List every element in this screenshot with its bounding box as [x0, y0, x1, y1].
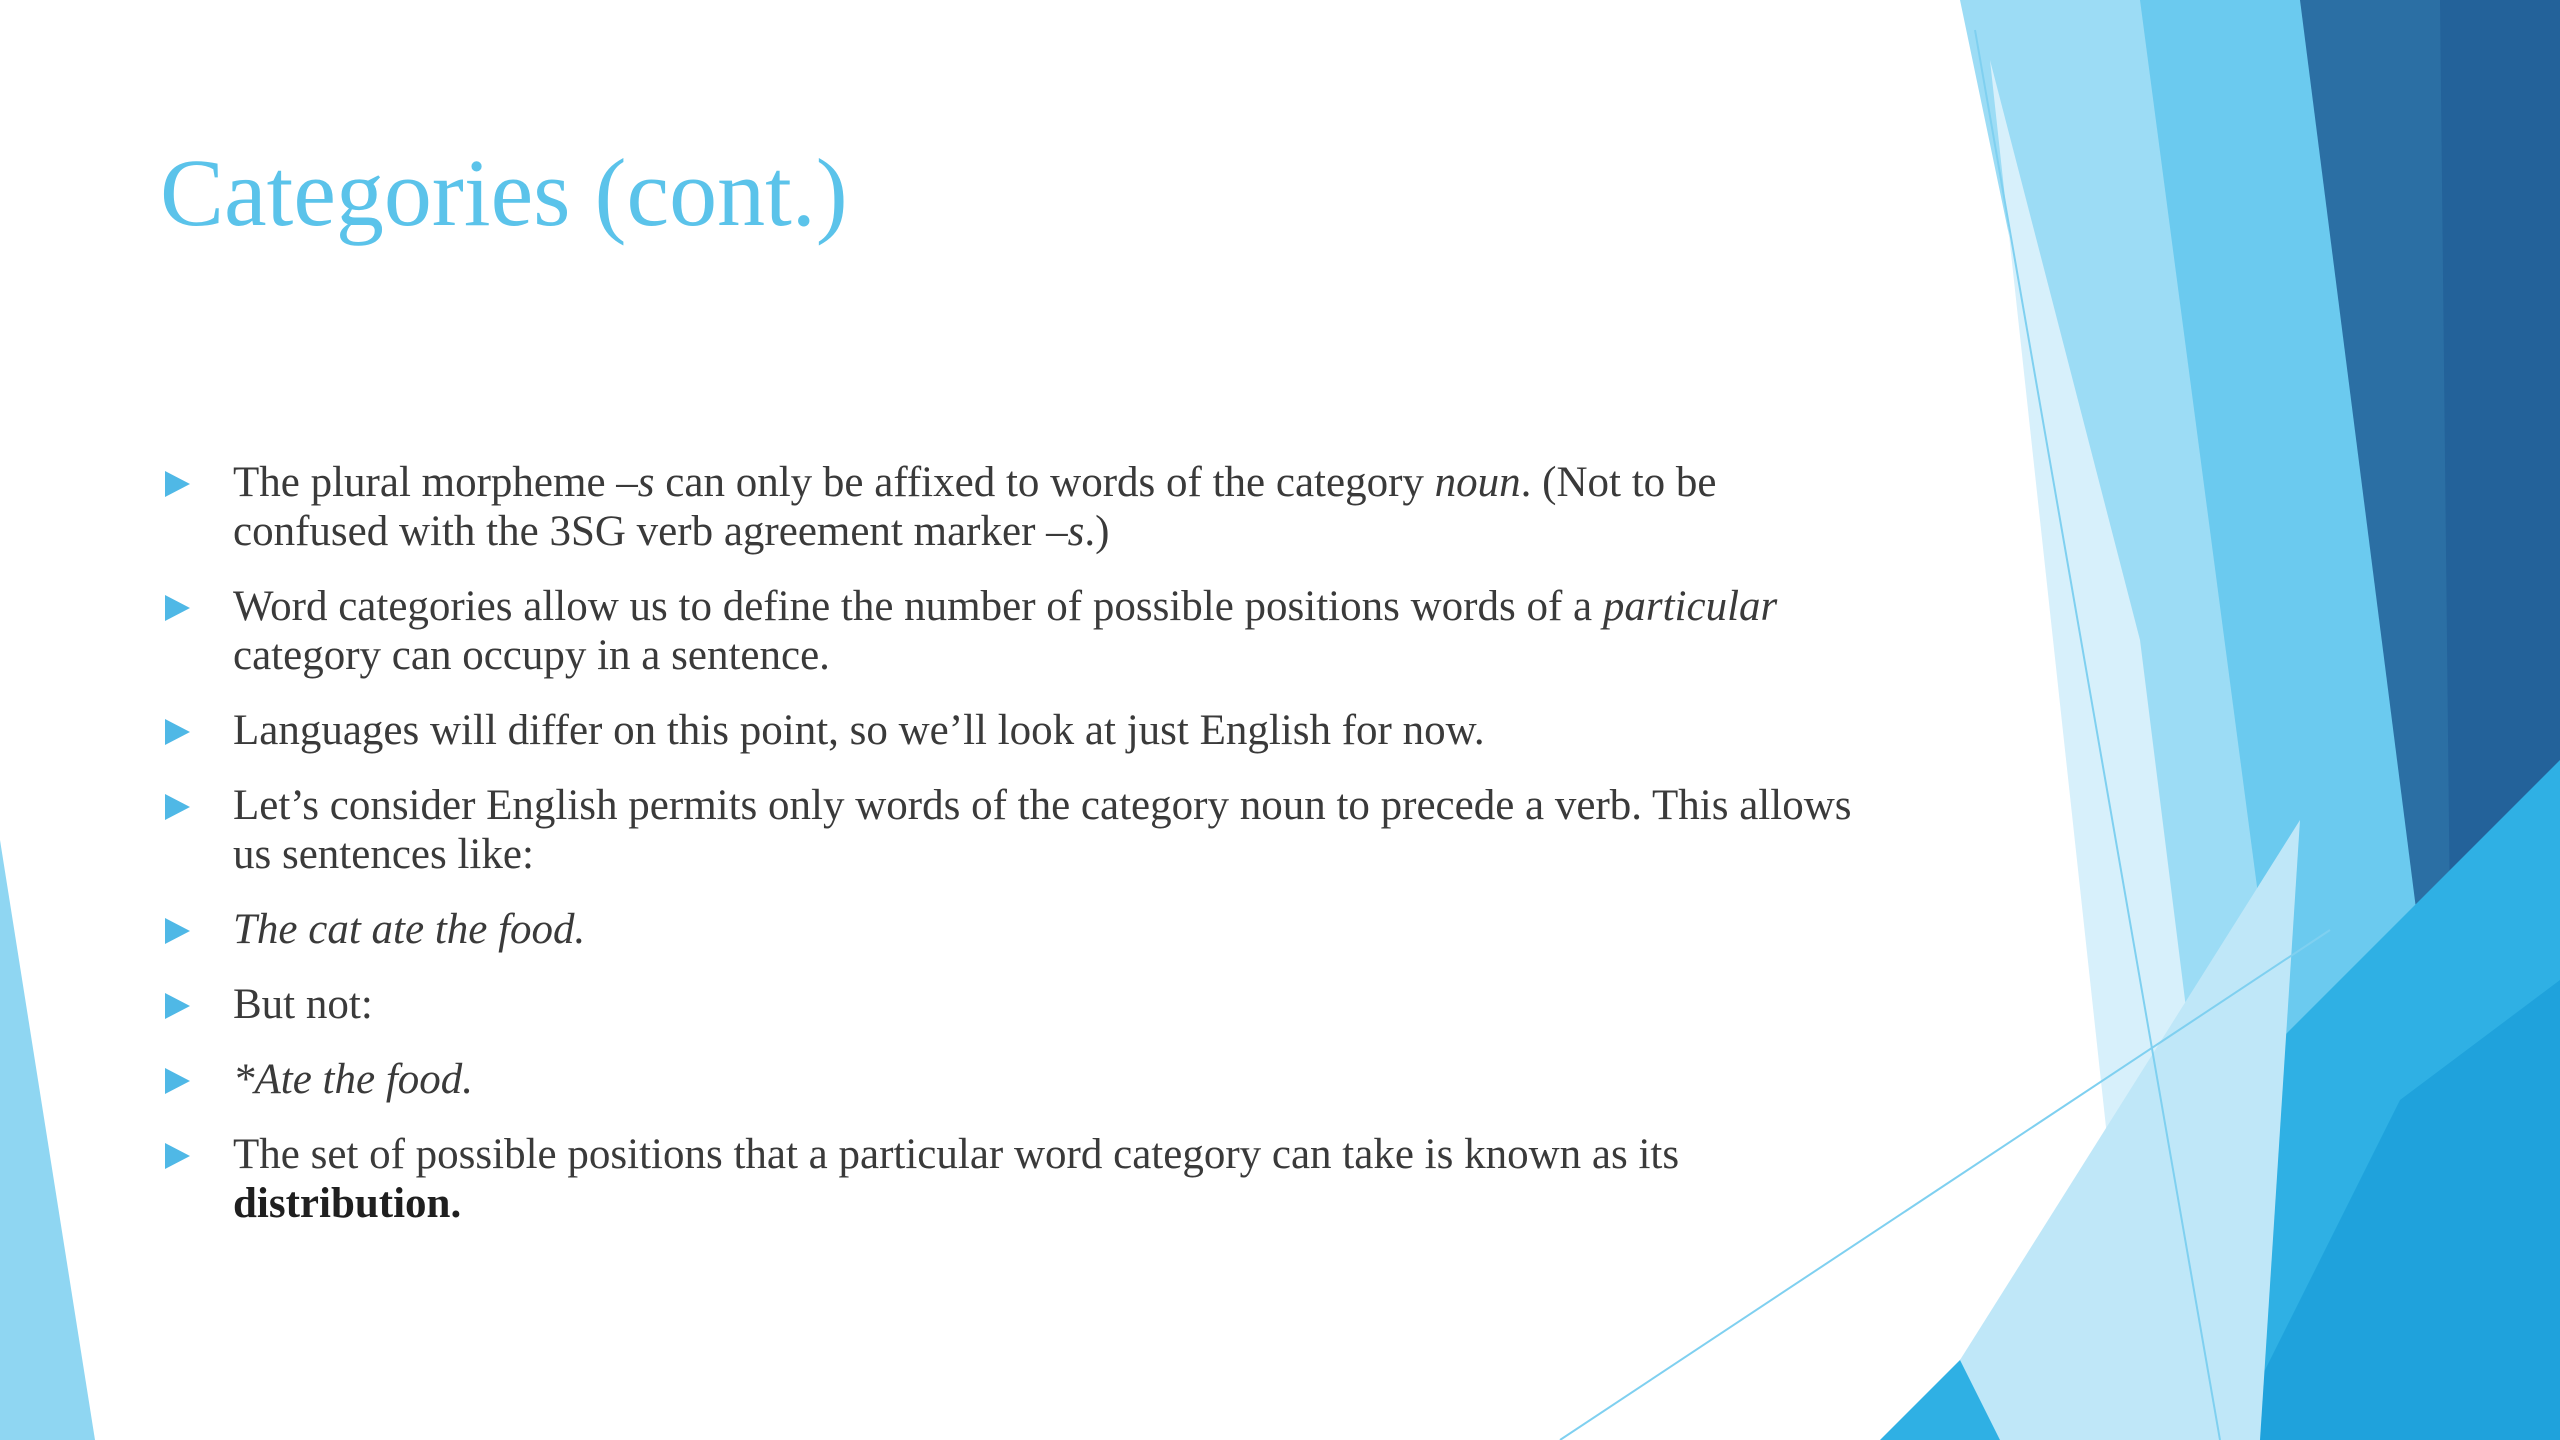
bullet-item: [160, 1130, 1880, 1228]
term-distribution: distribution.: [233, 1180, 462, 1227]
bullet-item: [160, 458, 1880, 556]
bullet-text-example: The cat ate the food.: [233, 906, 586, 953]
triangle-bullet-icon: [165, 918, 190, 944]
bullet-text: Word categories allow us to define the number of possible positions words of a particular category can occupy in a sentence.: [233, 583, 1778, 679]
bullet-text: Let’s consider English permits only words of the category noun to precede a verb. This allows us sentences like:: [233, 782, 1852, 878]
triangle-bullet-icon: [165, 595, 190, 621]
triangle-bullet-icon: [165, 719, 190, 745]
left-accent-shape: [0, 840, 95, 1440]
bullet-item: [160, 905, 1880, 954]
slide-title: Categories (cont.): [160, 139, 848, 246]
triangle-bullet-icon: [165, 794, 190, 820]
triangle-bullet-icon: [165, 993, 190, 1019]
bullet-list: [160, 458, 1880, 1254]
triangle-bullet-icon: [165, 1143, 190, 1169]
bullet-item: [160, 980, 1880, 1029]
bullet-text: But not:: [233, 981, 373, 1028]
bullet-text: The set of possible positions that a particular word category can take is known as its distribution.: [233, 1131, 1680, 1227]
bullet-item: [160, 1055, 1880, 1104]
triangle-bullet-icon: [165, 471, 190, 497]
bullet-item: [160, 781, 1880, 879]
triangle-bullet-icon: [165, 1068, 190, 1094]
bullet-text: The plural morpheme –s can only be affixed to words of the category noun. (Not to be confused with the 3SG verb agreement marker –s.): [233, 459, 1717, 555]
bullet-item: [160, 582, 1880, 680]
bullet-text-example: *Ate the food.: [233, 1056, 474, 1103]
bullet-item: [160, 706, 1880, 755]
bullet-text: Languages will differ on this point, so we’ll look at just English for now.: [233, 707, 1485, 754]
